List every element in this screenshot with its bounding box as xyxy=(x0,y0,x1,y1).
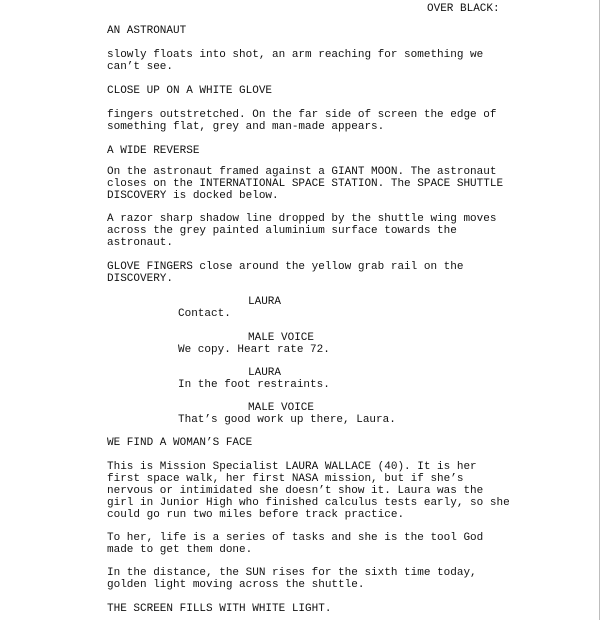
transition-over-black: OVER BLACK: xyxy=(427,3,500,15)
action-giant-moon: On the astronaut framed against a GIANT MOON. The astronaut closes on the INTERNATIONAL SPACE STATION. The SPACE SHUTTLE DISCOVERY is docked below. xyxy=(107,166,504,202)
action-womans-face-heading: WE FIND A WOMAN’S FACE xyxy=(107,437,253,449)
character-cue-laura: LAURA xyxy=(248,367,282,379)
action-wide-reverse-heading: A WIDE REVERSE xyxy=(107,145,200,157)
character-cue-male-voice: MALE VOICE xyxy=(248,332,315,344)
action-laura-wallace-intro: This is Mission Specialist LAURA WALLACE (40). It is her first space walk, her first NASA mission, but if she’s nervous or intimidated she doesn’t show it. Laura was the girl in Junior High who finished calculus tests early, so she could go run two miles before track practice. xyxy=(107,461,510,521)
action-close-up-heading: CLOSE UP ON A WHITE GLOVE xyxy=(107,85,273,97)
action-sun-rises: In the distance, the SUN rises for the sixth time today, golden light moving across the shuttle. xyxy=(107,567,477,591)
action-glove-fingers: GLOVE FINGERS close around the yellow grab rail on the DISCOVERY. xyxy=(107,261,464,285)
action-screen-fills: THE SCREEN FILLS WITH WHITE LIGHT. xyxy=(107,603,332,615)
action-series-of-tasks: To her, life is a series of tasks and she is the tool God made to get them done. xyxy=(107,532,484,556)
dialogue-line: That’s good work up there, Laura. xyxy=(178,414,396,426)
dialogue-line: In the foot restraints. xyxy=(178,379,330,391)
action-astronaut-floats: slowly floats into shot, an arm reaching for something we can’t see. xyxy=(107,49,484,73)
action-astronaut-heading: AN ASTRONAUT xyxy=(107,25,187,37)
character-cue-male-voice: MALE VOICE xyxy=(248,402,315,414)
dialogue-line: Contact. xyxy=(178,308,231,320)
dialogue-line: We copy. Heart rate 72. xyxy=(178,344,330,356)
character-cue-laura: LAURA xyxy=(248,296,282,308)
action-fingers-outstretched: fingers outstretched. On the far side of screen the edge of something flat, grey and man-made appears. xyxy=(107,109,497,133)
action-shadow-line: A razor sharp shadow line dropped by the shuttle wing moves across the grey painted aluminium surface towards the astronaut. xyxy=(107,213,497,249)
